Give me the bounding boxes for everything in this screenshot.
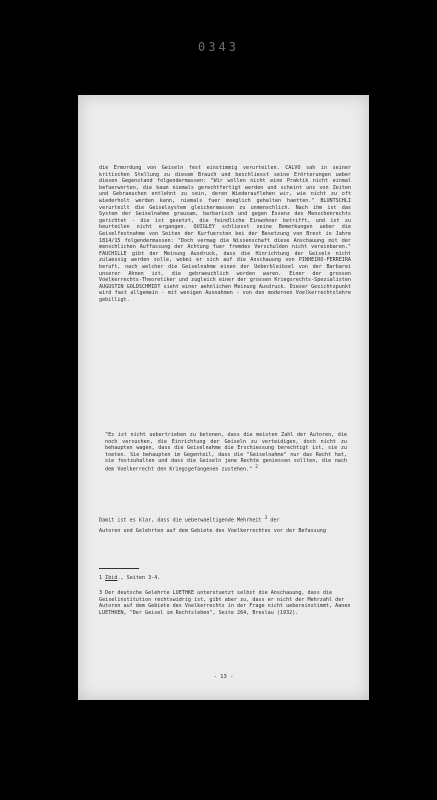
sentence-footnote-ref: 3: [264, 516, 268, 521]
sentence-after-ref: der: [270, 517, 280, 524]
body-paragraph: die Ermordung von Geiseln fest einstimmig verurteilen. CALVO sah in seiner kritischen Stellung zu diesem Brauch und beschliesst seine Erörterungen ueber diesen Gegenstand folgendermassen: "Wir wollen nicht eine Praktik nicht einmal befuerworten, die kaum niemals gerechtfertigt werden und scheint uns von Zeiten und Gebraeuchen entlehnt zu sein, deren Wiederauflehen wir, wie nicht zu oft wiederholt werden kann, niemals fuer moeglich gehalten haetten." BLUNTSCHLI verurteilt die Geiselsystem gleichermassen zu unmenschlich. Nach ihm ist das System der Geiselnahme grausam, barbarisch und gegen Essenz des Menschenrechts gerichtet - die ist gesetzt, die feindliche Einwohner betrifft, und ist zu beurteilen nicht ergangen. QUIGLEY schliesst seine Bemerkungen ueber die Geiselfestnahme von Seiten der Kurfuersten bei der Besetzung von Brest in Jahre 1814/15 folgendermassen: "Doch vermag die Wissenschaft diese Anschauung mit der menschlichen Auffassung der Achtung fuer fremdes Verschulden nicht vereinbaren." FAUCHILLE gibt der Meinung Ausdruck, dass die Hinrichtung der Geiseln nicht zulaessig werden solle, wobei er sich auf die Anschauung von PINHEIRO-FERREIRA beruft, nach welcher die Geiselnahme einen der Ueberbleibsel von der Barbarei unserer Ahnen ist, die gebraeuchlich worden waren. Einer der grossen Voelkerrechts-Theoretiker und zugleich einer der grossen Kriegsrechts-Spezialisten AUGUSTIN GOLDSCHMIDT sieht einer aehnlichen Meinung Ausdruck. Dieser Gesichtspunkt wird fast allgemein - mit wenigen Ausnahmen - von den modernen Voelkerrechtslehre gebilligt.: [99, 165, 351, 303]
microfilm-frame-number: 0343: [198, 40, 239, 54]
block-quote: [105, 432, 347, 473]
sentence-line-2: Autoren und Gelehrten auf dem Gebiete des Voelkerrechtes vor der Befassung: [99, 528, 326, 535]
document-page: [78, 95, 369, 700]
page-number: - 13 -: [213, 674, 234, 680]
quote-text: "Es ist nicht uebertrieben zu betonen, dass die meisten Zahl der Autoren, die noch versuchen, die Einrichtung der Geiseln zu verteidigen, doch nicht zu behaupten wagen, dass die Geiselnahme die Erschiessung berechtigt ist, sie zu toeten. Sie behaupten im Gegenteil, dass die "Geiselnahme" nur das Recht hat, sie festzuhalten und dass die Geiseln jene Rechte geniessen sollten, die nach dem Voelkerrecht den Kriegsgefangenen zustehen.": [105, 432, 347, 473]
footnote-1: [99, 575, 351, 582]
footnote-1-number: 1: [99, 575, 103, 581]
footnote-1-ibid: Ibid: [105, 575, 118, 581]
footnote-1-rest: ., Seiten 3-4.: [117, 575, 161, 581]
footnote-2: 3 Der deutsche Gelehrte LUETHKE unterstuetzt selbst die Anschauung, dass die Geiselinstitution rechtswidrig ist, gibt aber zu, dass er nicht der Mehrzahl der Autoren auf dem Gebiete des Voelkerrechts in der Frage nicht uebereinstimmt, Aanen LUETHKEN, "Der Geisel im Rechtsleben", Seite 264, Breslau (1932).: [99, 590, 351, 616]
quote-footnote-ref: 2: [255, 464, 258, 470]
conclusion-sentence: [99, 515, 351, 536]
sentence-start: Damit ist es klar, dass die ueberwaeltigende Mehrheit: [99, 517, 262, 524]
footnote-divider: [99, 568, 139, 569]
